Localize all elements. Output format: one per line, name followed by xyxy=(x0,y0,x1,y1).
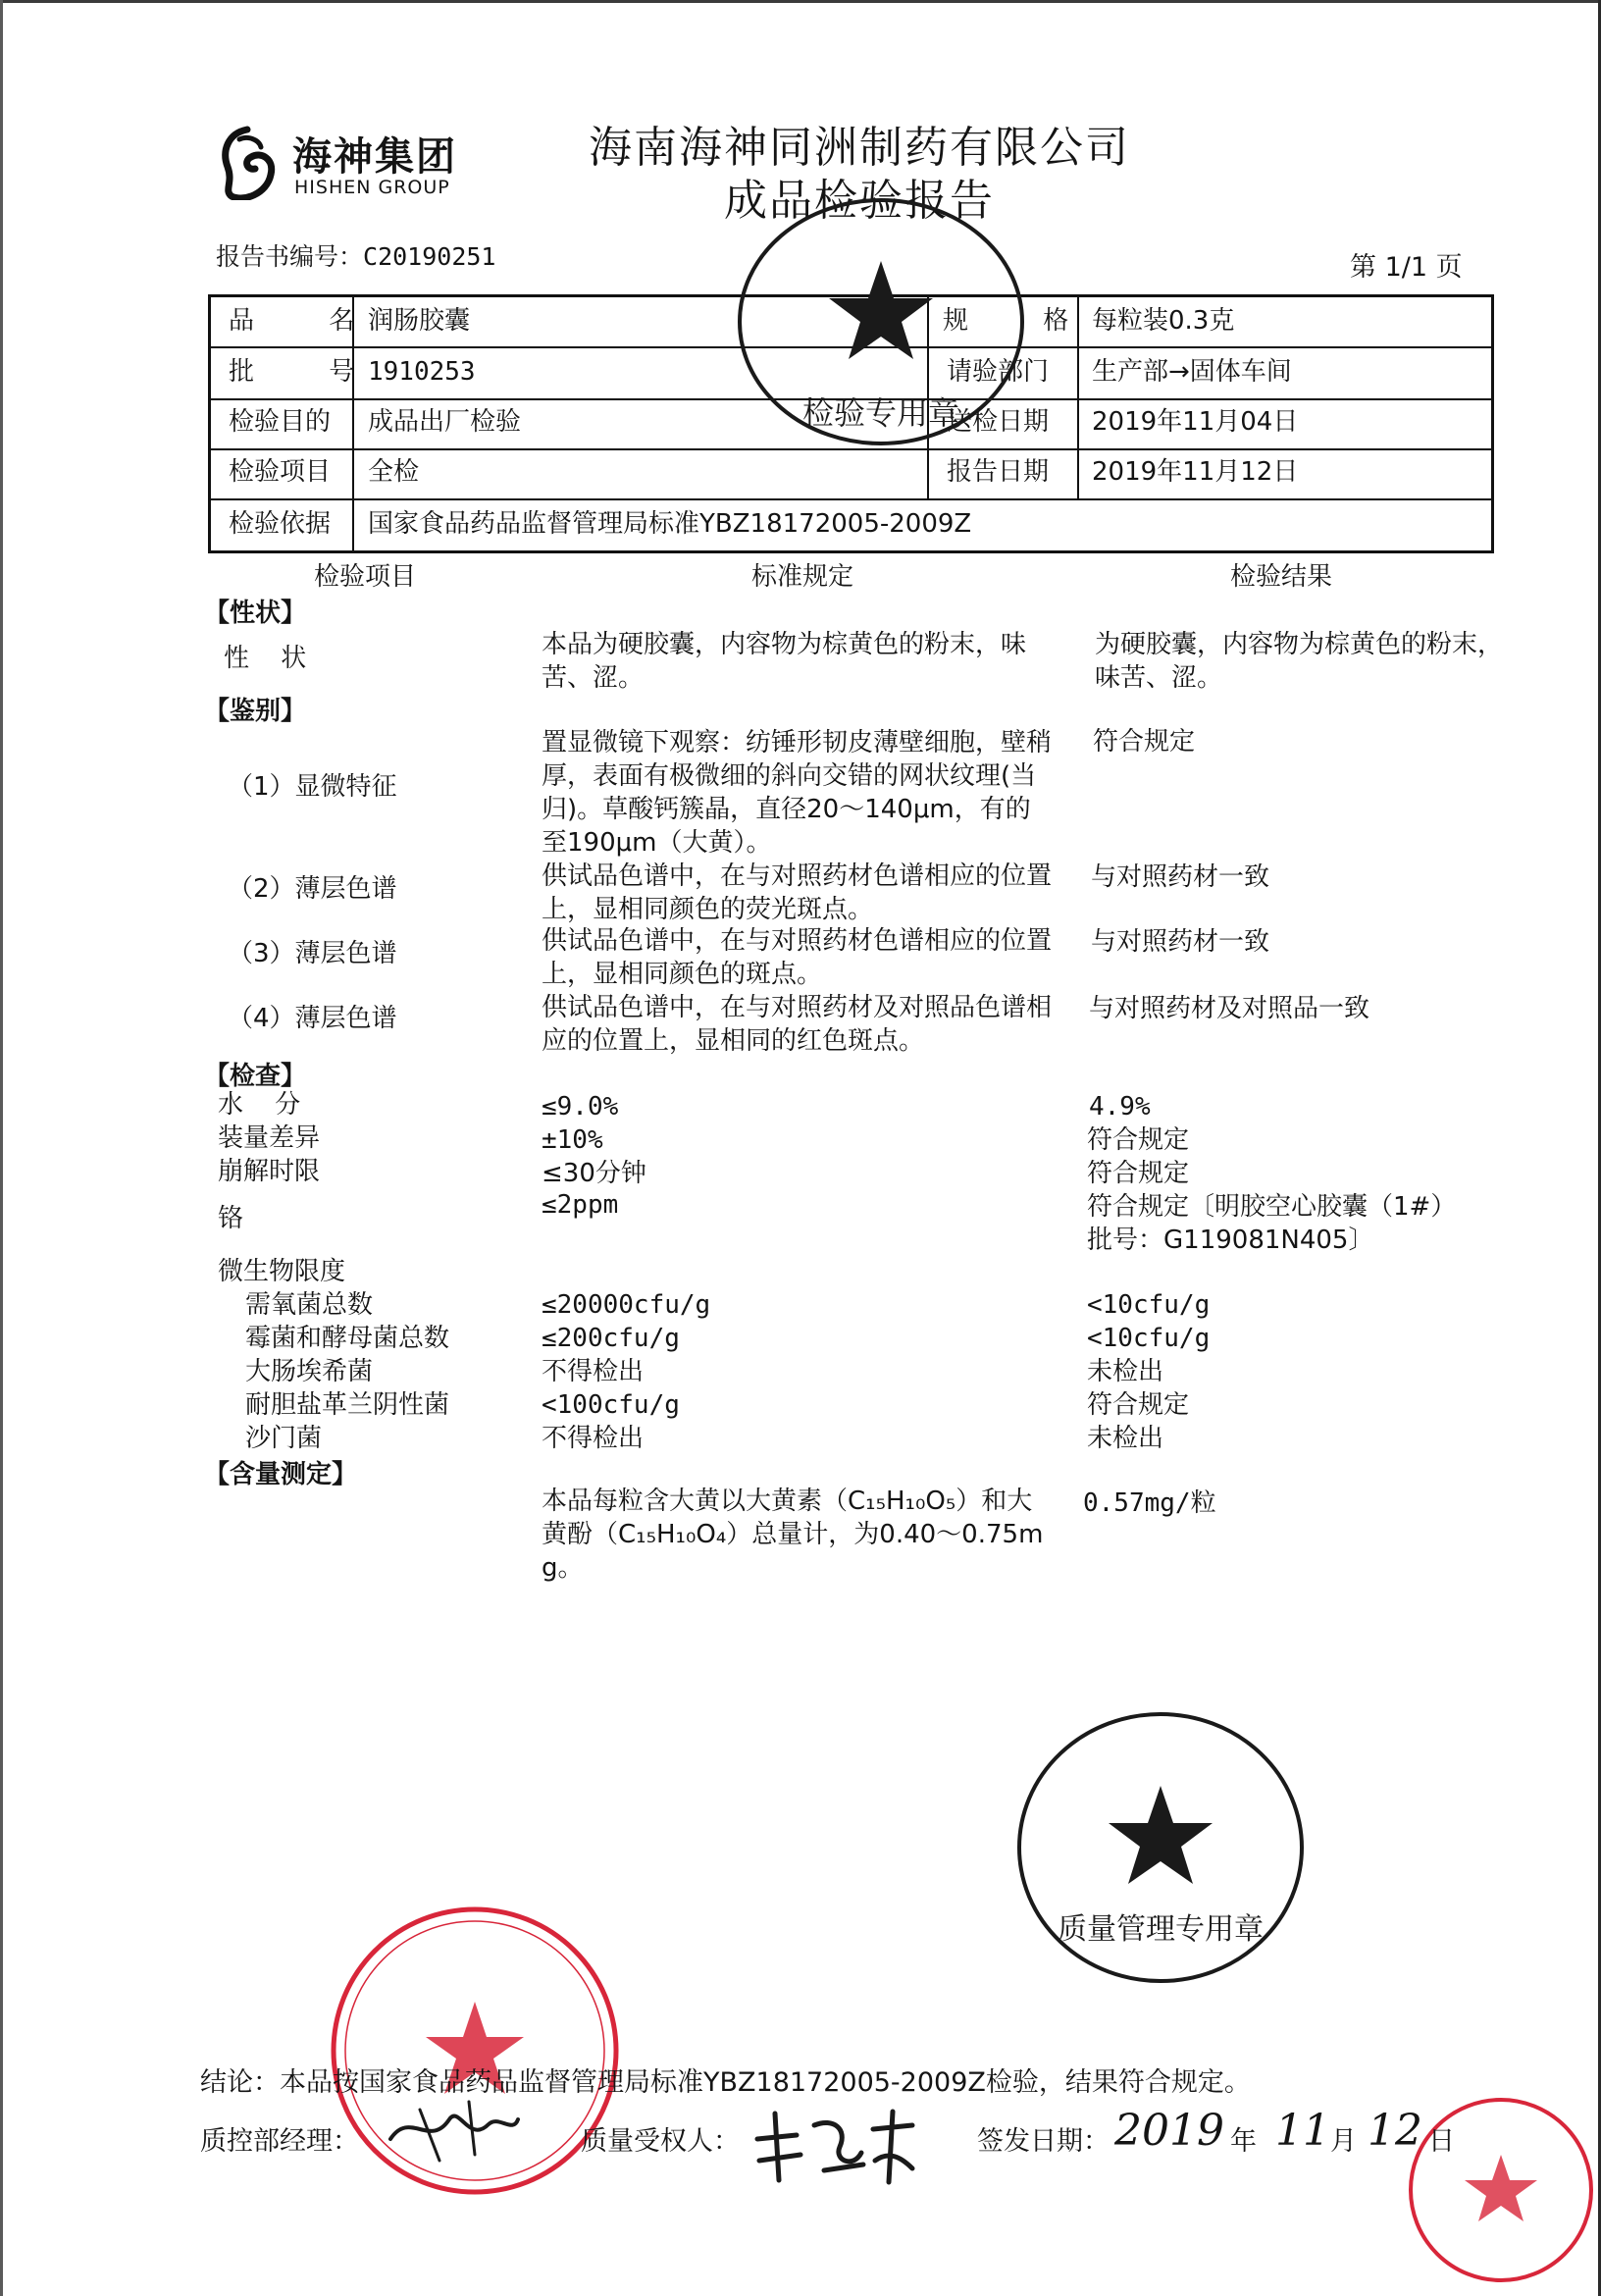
issue-date-label: 签发日期： xyxy=(977,2126,1110,2157)
year-unit: 年 xyxy=(1230,2126,1257,2157)
ecoli-label: 大肠埃希菌 xyxy=(245,1357,374,1386)
spec-value: 每粒装0.3克 xyxy=(1092,306,1235,336)
ident-4-label: （4）薄层色谱 xyxy=(228,1004,397,1033)
section-inspection: 【检查】 xyxy=(204,1062,307,1091)
chromium-result-batch: 批号：G119081N405〕 xyxy=(1087,1226,1374,1255)
authorized-person-signature-icon xyxy=(746,2100,922,2188)
ident-1-label: （1）显微特征 xyxy=(228,772,397,802)
logo-chinese-text: 海神集团 xyxy=(292,134,457,180)
scan-edge-left xyxy=(0,0,3,2296)
chromium-label: 铬 xyxy=(218,1204,244,1233)
mold-label: 霉菌和酵母菌总数 xyxy=(245,1324,450,1353)
hisen-logo-icon xyxy=(218,126,277,200)
bile-result: 符合规定 xyxy=(1087,1390,1190,1420)
salmonella-result: 未检出 xyxy=(1087,1424,1164,1453)
bile-standard: <100cfu/g xyxy=(542,1390,680,1420)
name-label: 品 名 xyxy=(229,306,388,336)
logo-english-text: HISHEN GROUP xyxy=(294,177,450,198)
batch-label: 批 号 xyxy=(229,357,388,387)
assay-result: 0.57mg/粒 xyxy=(1083,1488,1216,1518)
authorized-person-label: 质量受权人： xyxy=(581,2126,740,2157)
mold-result: <10cfu/g xyxy=(1087,1324,1211,1353)
weight-label: 装量差异 xyxy=(218,1123,321,1153)
day-unit: 日 xyxy=(1428,2126,1455,2157)
mold-standard: ≤200cfu/g xyxy=(542,1324,680,1353)
report-number-value: C20190251 xyxy=(363,242,496,271)
page-number: 第 1/1 页 xyxy=(1350,252,1463,283)
dept-label: 请验部门 xyxy=(947,357,1050,387)
batch-value: 1910253 xyxy=(368,357,476,387)
ident-2-standard: 供试品色谱中，在与对照药材色谱相应的位置上，显相同颜色的荧光斑点。 xyxy=(542,861,1053,924)
qc-manager-label: 质控部经理： xyxy=(200,2126,359,2157)
signature-year: 2019 xyxy=(1114,2106,1224,2156)
signature-day: 12 xyxy=(1368,2106,1422,2156)
aerobic-label: 需氧菌总数 xyxy=(245,1290,374,1320)
ecoli-standard: 不得检出 xyxy=(542,1357,645,1386)
item-label: 检验项目 xyxy=(229,457,332,487)
company-name: 海南海神同洲制药有限公司 xyxy=(589,123,1130,173)
report-number-label: 报告书编号： xyxy=(216,242,364,271)
dept-value: 生产部→固体车间 xyxy=(1092,357,1292,387)
send-date-label: 送检日期 xyxy=(947,407,1050,437)
ident-3-label: （3）薄层色谱 xyxy=(228,939,397,968)
weight-result: 符合规定 xyxy=(1087,1125,1190,1155)
water-result: 4.9% xyxy=(1089,1092,1151,1122)
purpose-value: 成品出厂检验 xyxy=(368,407,522,437)
disint-result: 符合规定 xyxy=(1087,1159,1190,1188)
weight-standard: ±10% xyxy=(542,1125,603,1155)
assay-standard-line1: 本品每粒含大黄以大黄素（C₁₅H₁₀O₅）和大 xyxy=(542,1487,1033,1516)
ident-1-standard: 置显微镜下观察：纺锤形韧皮薄壁细胞，壁稍厚，表面有极微细的斜向交错的网状纹理(当归)。草酸钙簇晶，直径20～140μm，有的至190μm（大黄）。 xyxy=(542,728,1053,858)
report-date-label: 报告日期 xyxy=(947,457,1050,487)
appearance-result: 为硬胶囊，内容物为棕黄色的粉末，味苦、涩。 xyxy=(1095,630,1504,693)
micro-label: 微生物限度 xyxy=(218,1257,346,1286)
basis-value: 国家食品药品监督管理局标准YBZ18172005-2009Z xyxy=(368,509,972,539)
col-header-standard: 标准规定 xyxy=(751,562,854,592)
table-row-divider xyxy=(211,498,1491,500)
name-value: 润肠胶囊 xyxy=(368,306,471,336)
ident-2-label: （2）薄层色谱 xyxy=(228,874,397,904)
report-title: 成品检验报告 xyxy=(724,176,995,226)
appearance-standard: 本品为硬胶囊，内容物为棕黄色的粉末，味苦、涩。 xyxy=(542,630,1027,693)
section-assay: 【含量测定】 xyxy=(204,1460,358,1489)
section-appearance: 【性状】 xyxy=(204,599,307,628)
ecoli-result: 未检出 xyxy=(1087,1357,1164,1386)
ident-4-result: 与对照药材及对照品一致 xyxy=(1089,994,1370,1023)
assay-standard-line2: 黄酚（C₁₅H₁₀O₄）总量计，为0.40～0.75m xyxy=(542,1520,1044,1549)
send-date-value: 2019年11月04日 xyxy=(1092,407,1299,437)
ident-2-result: 与对照药材一致 xyxy=(1091,862,1270,892)
chromium-result: 符合规定〔明胶空心胶囊（1#） xyxy=(1087,1192,1457,1222)
aerobic-standard: ≤20000cfu/g xyxy=(542,1290,711,1320)
appearance-label: 性 状 xyxy=(224,644,319,673)
ident-1-result: 符合规定 xyxy=(1093,727,1196,757)
bile-label: 耐胆盐革兰阴性菌 xyxy=(245,1390,450,1420)
disint-standard: ≤30分钟 xyxy=(542,1159,646,1188)
svg-text:质量管理专用章: 质量管理专用章 xyxy=(1058,1912,1264,1947)
ident-4-standard: 供试品色谱中，在与对照药材及对照品色谱相应的位置上，显相同的红色斑点。 xyxy=(542,993,1053,1056)
water-standard: ≤9.0% xyxy=(542,1092,619,1122)
report-date-value: 2019年11月12日 xyxy=(1092,457,1299,487)
signature-month: 11 xyxy=(1275,2106,1330,2156)
item-value: 全检 xyxy=(368,457,420,487)
scan-edge-top xyxy=(0,0,1601,3)
conclusion-text: 结论：本品按国家食品药品监督管理局标准YBZ18172005-2009Z检验，结果符合规定。 xyxy=(200,2067,1251,2098)
aerobic-result: <10cfu/g xyxy=(1087,1290,1211,1320)
purpose-label: 检验目的 xyxy=(229,407,332,437)
report-number xyxy=(216,237,495,273)
chromium-standard: ≤2ppm xyxy=(542,1190,619,1220)
salmonella-label: 沙门菌 xyxy=(245,1424,323,1453)
water-label: 水 分 xyxy=(218,1090,313,1120)
basis-label: 检验依据 xyxy=(229,509,332,539)
col-header-item: 检验项目 xyxy=(314,562,417,592)
col-header-result: 检验结果 xyxy=(1230,562,1333,592)
table-col-divider xyxy=(352,297,354,553)
ident-3-result: 与对照药材一致 xyxy=(1091,927,1270,957)
section-identification: 【鉴别】 xyxy=(204,697,307,726)
qc-manager-signature-icon xyxy=(381,2090,528,2168)
month-unit: 月 xyxy=(1330,2126,1357,2157)
salmonella-standard: 不得检出 xyxy=(542,1424,645,1453)
inspection-seal-stamp xyxy=(734,196,1028,453)
svg-text:检验专用章: 检验专用章 xyxy=(801,394,960,432)
spec-label: 规 格 xyxy=(943,306,1103,336)
assay-standard-line3: g。 xyxy=(542,1553,584,1583)
disint-label: 崩解时限 xyxy=(218,1157,321,1186)
quality-management-seal-stamp xyxy=(1014,1709,1307,1986)
ident-3-standard: 供试品色谱中，在与对照药材色谱相应的位置上，显相同颜色的斑点。 xyxy=(542,926,1053,989)
